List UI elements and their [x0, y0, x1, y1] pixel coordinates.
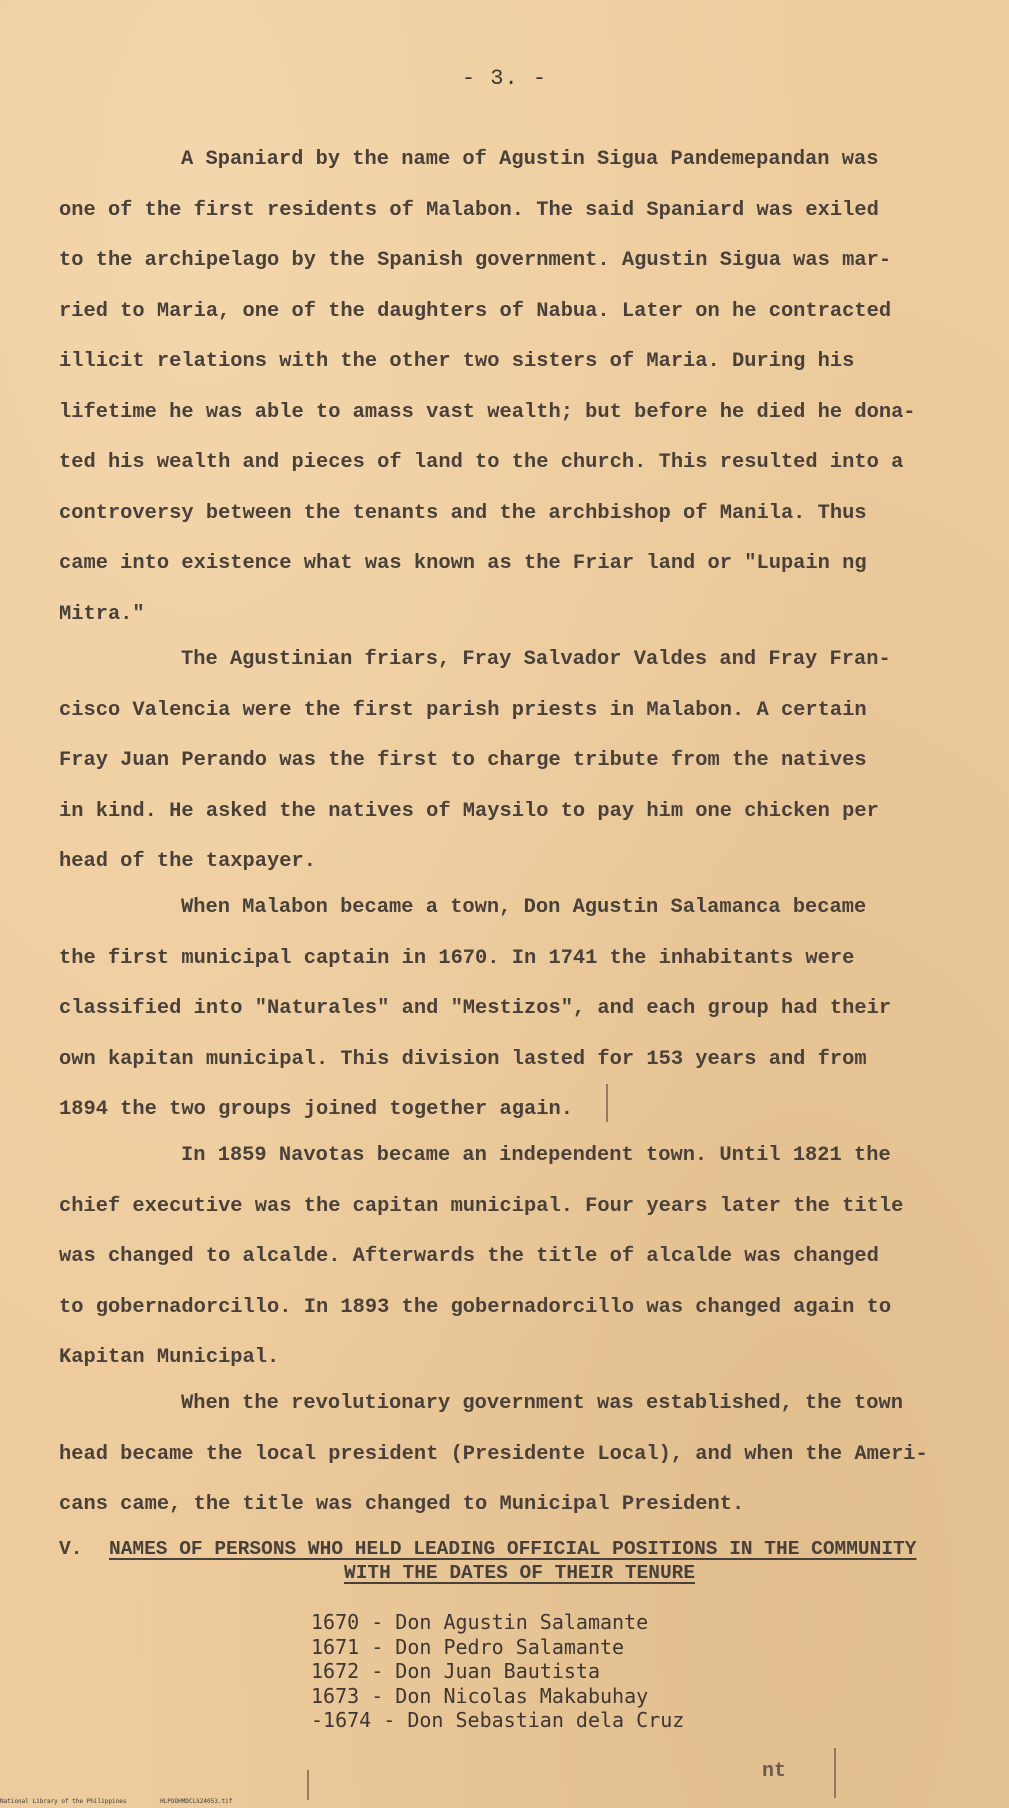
page-number: - 3. -	[461, 66, 548, 91]
paragraph-text: When Malabon became a town, Don Agustin Salamanca became the first municipal captain in 1670. In 1741 the inhabitants were classified into "Naturales" and "Mestizos", and each group had their own kapitan municipal. This division lasted for 153 years and from 1894 the two groups joined together again.	[59, 896, 892, 1121]
paragraph-navotas	[59, 1131, 939, 1384]
paragraph-text: In 1859 Navotas became an independent town. Until 1821 the chief executive was the capitan municipal. Four years later the title was changed to alcalde. Afterwards the title of alcalde was changed to gobernadorcillo. In 1893 the gobernadorcillo was changed again to Kapitan Municipal.	[59, 1144, 904, 1369]
stray-text: nt	[762, 1760, 787, 1783]
pen-mark	[307, 1770, 309, 1800]
footer-filename: HLPOOHMDCLS24053.tif	[160, 1798, 233, 1805]
list-item: 1671 - Don Pedro Salamante	[311, 1634, 625, 1659]
scan-footer	[0, 1798, 262, 1805]
section-number: V.	[59, 1538, 83, 1560]
section-title-line2: WITH THE DATES OF THEIR TENURE	[344, 1562, 696, 1584]
list-item: -1674 - Don Sebastian dela Cruz	[311, 1708, 685, 1732]
paragraph-text: The Agustinian friars, Fray Salvador Valdes and Fray Fran- cisco Valencia were the first parish priests in Malabon. A certain Fray Juan Perando was the first to charge tribute from the natives in kind. He asked the natives of Maysilo to pay him one chicken per head of the taxpayer.	[59, 648, 891, 873]
paragraph-spaniard	[59, 135, 939, 640]
pen-mark	[834, 1748, 836, 1798]
officials-list	[311, 1610, 684, 1733]
paragraph-malabon-town	[59, 883, 939, 1136]
paragraph-agustinian-friars	[59, 635, 939, 888]
section-title-line1: NAMES OF PERSONS WHO HELD LEADING OFFICIAL POSITIONS IN THE COMMUNITY	[109, 1538, 917, 1560]
paragraph-text: A Spaniard by the name of Agustin Sigua Pandemepandan was one of the first residents of Malabon. The said Spaniard was exiled to the archipelago by the Spanish government. Agustin Sigua was mar- ried to Maria, one of the daughters of Nabua. Later on he contracted illicit relations with the other two sisters of Maria. During his lifetime he was able to amass vast wealth; but before he died he dona- ted his wealth and pieces of land to the church. This resulted into a controversy between the tenants and the archbishop of Manila. Thus came into existence what was known as the Friar land or "Lupain ng Mitra."	[59, 148, 916, 626]
footer-library: National Library of the Philippines	[0, 1798, 127, 1805]
paragraph-text: When the revolutionary government was established, the town head became the local president (Presidente Local), and when the Ameri- cans came, the title was changed to Municipal President.	[59, 1392, 928, 1516]
list-item: 1673 - Don Nicolas Makabuhay	[311, 1683, 649, 1708]
paragraph-revolutionary-government	[59, 1379, 939, 1531]
list-item: 1672 - Don Juan Bautista	[311, 1659, 600, 1683]
list-item: 1670 - Don Agustin Salamante	[311, 1610, 649, 1634]
pen-mark	[606, 1084, 608, 1122]
